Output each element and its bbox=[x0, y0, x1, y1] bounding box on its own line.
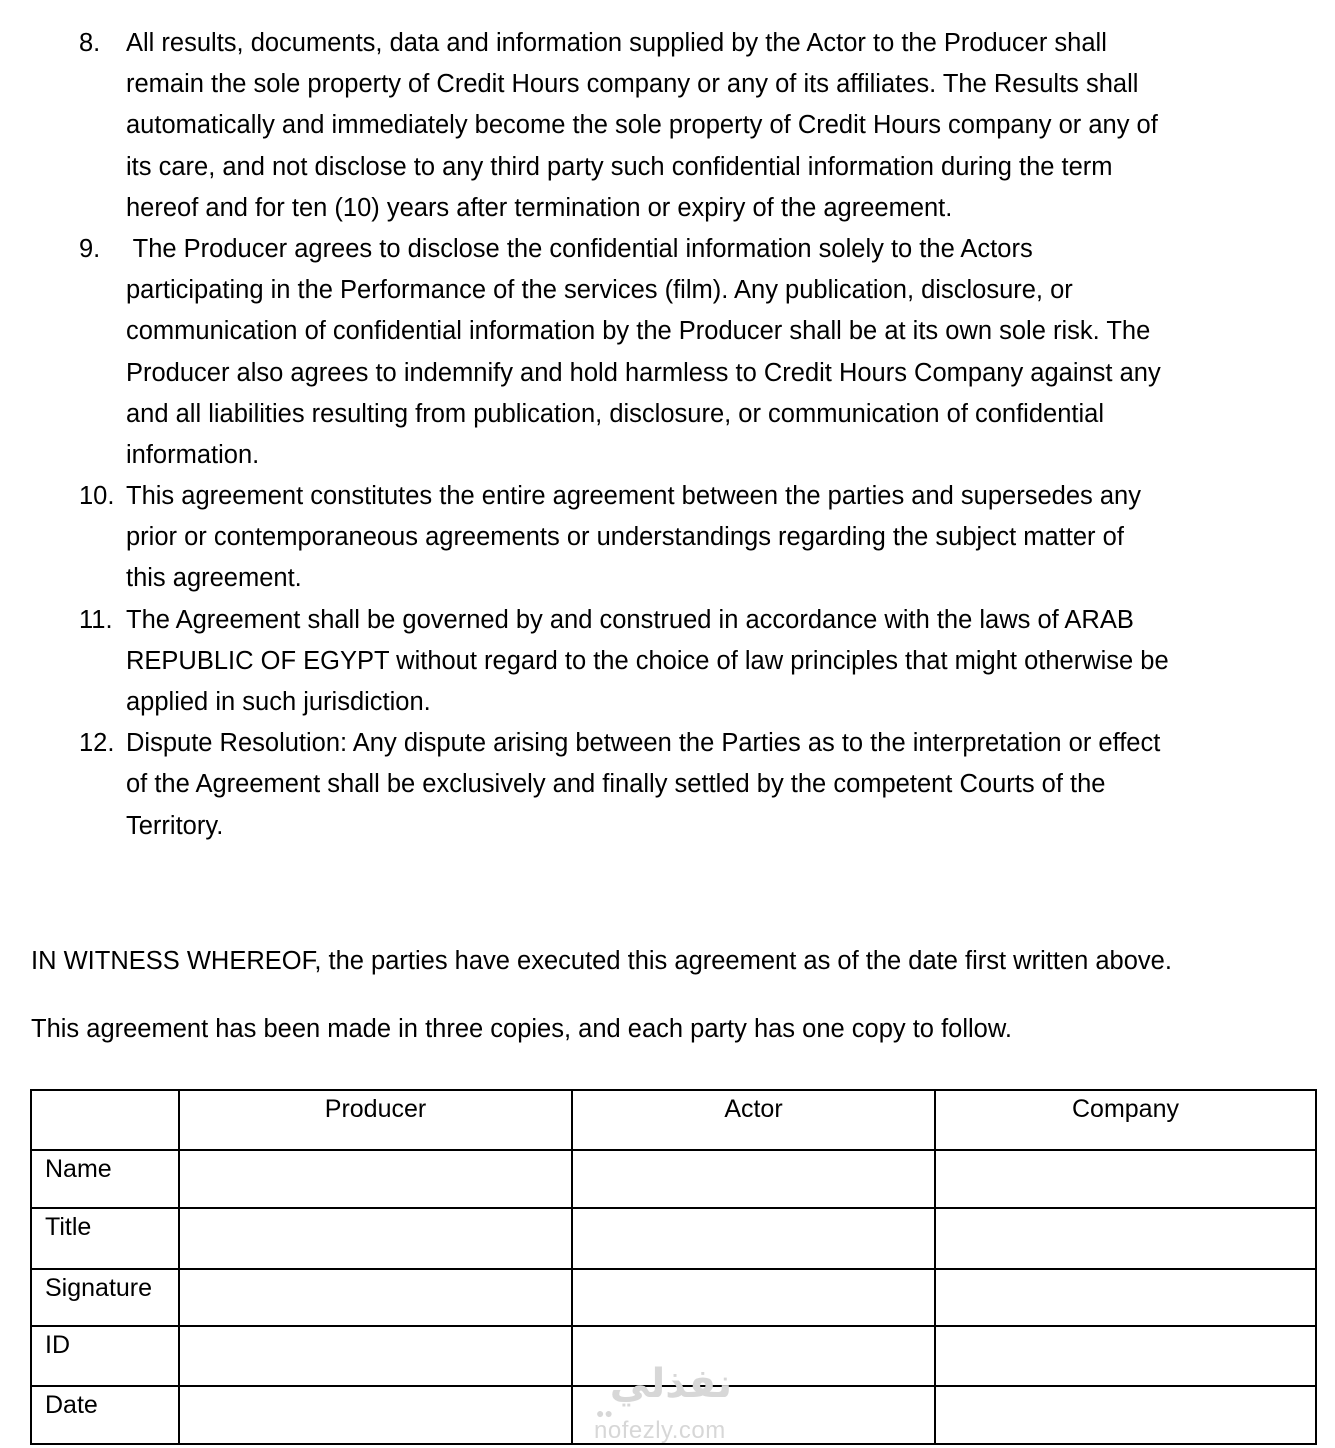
company-name-cell[interactable] bbox=[935, 1150, 1316, 1208]
clause-line: information. bbox=[126, 440, 260, 469]
clause-line: prior or contemporaneous agreements or understandings regarding the subject matter of bbox=[126, 523, 1124, 552]
clause-10 bbox=[0, 476, 1335, 600]
actor-date-cell[interactable] bbox=[572, 1386, 935, 1444]
clause-line: participating in the Performance of the services (film). Any publication, disclosure, or bbox=[126, 276, 1073, 305]
clause-line: communication of confidential information by the Producer shall be at its own sole risk. The bbox=[126, 317, 1151, 346]
clause-line: Producer also agrees to indemnify and hold harmless to Credit Hours Company against any bbox=[126, 358, 1161, 387]
clause-line: applied in such jurisdiction. bbox=[126, 688, 431, 716]
clause-line: The Producer agrees to disclose the confidential information solely to the Actors bbox=[126, 234, 1033, 263]
clause-line: This agreement constitutes the entire agreement between the parties and supersedes any bbox=[126, 482, 1141, 511]
header-cell-empty bbox=[31, 1090, 179, 1150]
clause-number: 8. bbox=[79, 29, 101, 57]
table-row-name bbox=[31, 1150, 1316, 1208]
witness-statement: IN WITNESS WHEREOF, the parties have executed this agreement as of the date first written above. bbox=[31, 947, 1172, 975]
clause-line: automatically and immediately become the sole property of Credit Hours company or any of bbox=[126, 111, 1158, 140]
clause-line: of the Agreement shall be exclusively and finally settled by the competent Courts of the bbox=[126, 770, 1106, 799]
header-cell-company: Company bbox=[935, 1090, 1316, 1150]
clause-line: remain the sole property of Credit Hours company or any of its affiliates. The Results shall bbox=[126, 70, 1139, 99]
row-label: Signature bbox=[31, 1269, 179, 1326]
row-label: Title bbox=[31, 1208, 179, 1269]
company-signature-cell[interactable] bbox=[935, 1269, 1316, 1326]
clause-line: Dispute Resolution: Any dispute arising between the Parties as to the interpretation or effect bbox=[126, 729, 1161, 758]
actor-name-cell[interactable] bbox=[572, 1150, 935, 1208]
row-label: Date bbox=[31, 1386, 179, 1444]
signature-table bbox=[30, 1089, 1317, 1445]
table-row-signature bbox=[31, 1269, 1316, 1326]
producer-date-cell[interactable] bbox=[179, 1386, 572, 1444]
producer-name-cell[interactable] bbox=[179, 1150, 572, 1208]
clause-line: Territory. bbox=[126, 811, 224, 840]
table-row-date bbox=[31, 1386, 1316, 1444]
clause-11 bbox=[0, 600, 1335, 724]
clause-8 bbox=[0, 23, 1335, 229]
clause-number: 11. bbox=[79, 605, 113, 634]
clause-9 bbox=[0, 229, 1335, 476]
company-id-cell[interactable] bbox=[935, 1326, 1316, 1386]
producer-title-cell[interactable] bbox=[179, 1208, 572, 1269]
clause-line: hereof and for ten (10) years after termination or expiry of the agreement. bbox=[126, 193, 953, 222]
clause-line: The Agreement shall be governed by and construed in accordance with the laws of ARAB bbox=[126, 605, 1134, 634]
company-date-cell[interactable] bbox=[935, 1386, 1316, 1444]
clause-number: 10. bbox=[79, 482, 115, 511]
clause-12 bbox=[0, 723, 1335, 847]
watermark-dots-icon: ●● bbox=[596, 1405, 613, 1421]
actor-signature-cell[interactable] bbox=[572, 1269, 935, 1326]
producer-signature-cell[interactable] bbox=[179, 1269, 572, 1326]
table-row-title bbox=[31, 1208, 1316, 1269]
header-cell-actor: Actor bbox=[572, 1090, 935, 1150]
actor-id-cell[interactable] bbox=[572, 1326, 935, 1386]
header-cell-producer: Producer bbox=[179, 1090, 572, 1150]
clause-line: and all liabilities resulting from publication, disclosure, or communication of confidential bbox=[126, 399, 1104, 428]
row-label: Name bbox=[31, 1150, 179, 1208]
clause-list bbox=[0, 23, 1335, 847]
company-title-cell[interactable] bbox=[935, 1208, 1316, 1269]
clause-line: All results, documents, data and information supplied by the Actor to the Producer shall bbox=[126, 29, 1107, 57]
row-label: ID bbox=[31, 1326, 179, 1386]
watermark-arabic-logo: نفذلي bbox=[609, 1362, 733, 1406]
clause-number: 9. bbox=[79, 234, 101, 263]
clause-line: REPUBLIC OF EGYPT without regard to the choice of law principles that might otherwise be bbox=[126, 646, 1169, 675]
clause-line: this agreement. bbox=[126, 564, 302, 593]
table-header-row bbox=[31, 1090, 1316, 1150]
actor-title-cell[interactable] bbox=[572, 1208, 935, 1269]
producer-id-cell[interactable] bbox=[179, 1326, 572, 1386]
clause-number: 12. bbox=[79, 729, 115, 758]
table-row-id bbox=[31, 1326, 1316, 1386]
clause-line: its care, and not disclose to any third party such confidential information during the term bbox=[126, 152, 1113, 181]
copies-statement: This agreement has been made in three copies, and each party has one copy to follow. bbox=[31, 1015, 1012, 1043]
watermark-domain: nofezly.com bbox=[594, 1417, 726, 1444]
